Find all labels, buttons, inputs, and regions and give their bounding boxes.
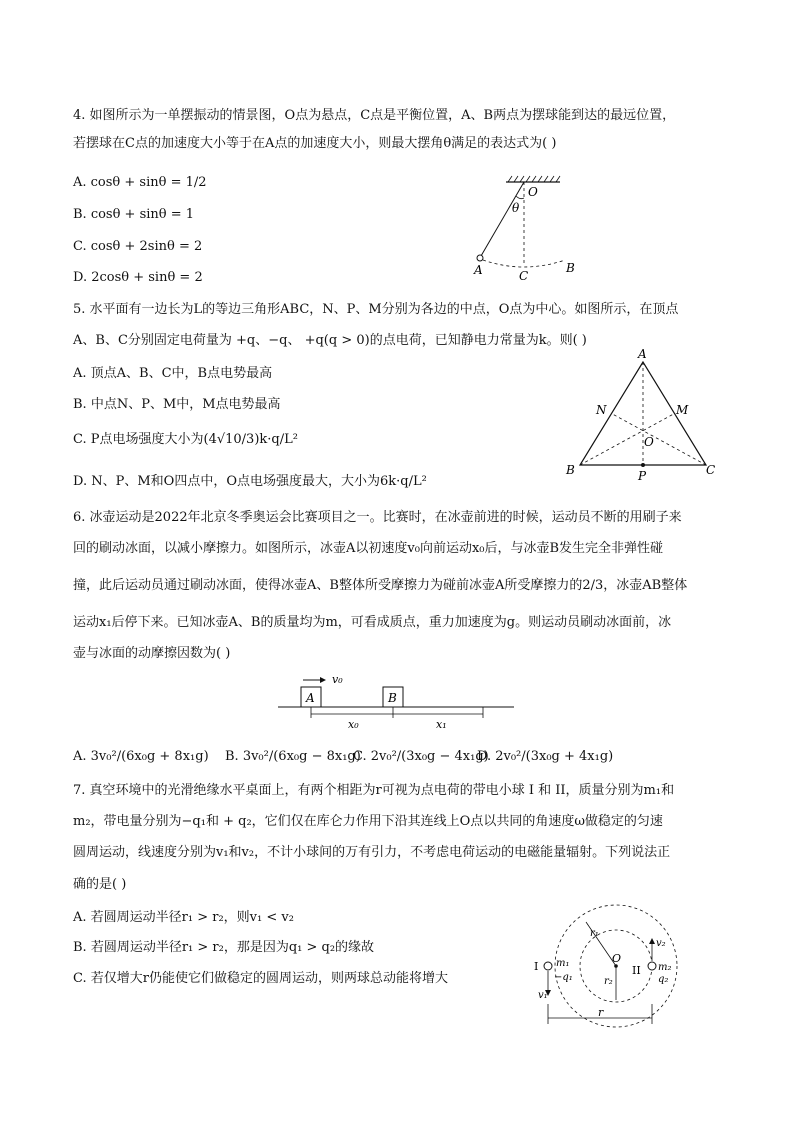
q4-stem-line2: 若摆球在C点的加速度大小等于在A点的加速度大小，则最大摆角θ满足的表达式为( ) bbox=[73, 136, 557, 151]
q7-option-b: B. 若圆周运动半径r₁ > r₂，那是因为q₁ > q₂的缘故 bbox=[73, 940, 375, 955]
triangle-label-c: C bbox=[706, 463, 716, 477]
q5-option-c: C. P点电场强度大小为(4√10/3)k·q/L² bbox=[73, 432, 298, 447]
orbit-figure bbox=[526, 900, 706, 1032]
q7-stem-line2: m₂，带电量分别为−q₁和 + q₂，它们仅在库仑力作用下沿其连线上O点以共同的角速度ω做稳定的匀速 bbox=[73, 814, 663, 829]
q6-option-b: B. 3v₀²/(6x₀g − 8x₁g) bbox=[225, 749, 361, 764]
q6-option-d: D. 2v₀²/(3x₀g + 4x₁g) bbox=[477, 749, 614, 764]
q6-stem-line5: 壶与冰面的动摩擦因数为( ) bbox=[73, 646, 231, 661]
q7-stem-line1: 7. 真空环境中的光滑绝缘水平桌面上，有两个相距为r可视为点电荷的带电小球 I 和 II，质量分别为m₁和 bbox=[73, 783, 675, 798]
q7-stem-line4: 确的是( ) bbox=[73, 877, 127, 892]
orbit-label-v2: v₂ bbox=[656, 938, 666, 949]
curling-label-b: B bbox=[388, 691, 397, 705]
q6-stem-line3: 撞，此后运动员通过刷动冰面，使得冰壶A、B整体所受摩擦力为碰前冰壶A所受摩擦力的2/3，冰壶AB整体 bbox=[73, 578, 688, 593]
curling-label-a: A bbox=[306, 691, 315, 705]
q5-option-b: B. 中点N、P、M中，M点电势最高 bbox=[73, 397, 281, 412]
q4-option-c: C. cosθ + 2sinθ = 2 bbox=[73, 239, 203, 254]
curling-label-v0: v₀ bbox=[332, 673, 343, 686]
orbit-label-v1: v₁ bbox=[538, 990, 548, 1001]
q6-stem-line1: 6. 冰壶运动是2022年北京冬季奥运会比赛项目之一。比赛时，在冰壶前进的时候，运动员不断的用刷子来 bbox=[73, 510, 682, 525]
q6-stem-line2: 回的刷动冰面，以减小摩擦力。如图所示，冰壶A以初速度v₀向前运动x₀后，与冰壶B发生完全非弹性碰 bbox=[73, 541, 664, 556]
pendulum-label-c: C bbox=[519, 269, 529, 282]
curling-label-x1: x₁ bbox=[436, 718, 447, 730]
curling-figure bbox=[270, 670, 520, 730]
pendulum-label-o: O bbox=[528, 185, 538, 199]
q4-stem-line1: 4. 如图所示为一单摆振动的情景图，O点为悬点，C点是平衡位置，A、B两点为摆球能到达的最远位置， bbox=[73, 108, 676, 123]
triangle-label-n: N bbox=[596, 403, 607, 417]
q6-options-row bbox=[73, 742, 633, 772]
q5-option-a: A. 顶点A、B、C中，B点电势最高 bbox=[73, 366, 273, 381]
q7-option-c: C. 若仅增大r仍能使它们做稳定的圆周运动，则两球总动能将增大 bbox=[73, 971, 448, 986]
triangle-label-b: B bbox=[566, 463, 575, 477]
orbit-label-q1: −q₁ bbox=[554, 972, 573, 983]
orbit-label-o: O bbox=[612, 952, 622, 965]
orbit-label-ii: II bbox=[632, 964, 641, 977]
triangle-label-a: A bbox=[638, 347, 647, 361]
pendulum-label-b: B bbox=[566, 261, 575, 275]
q6-option-c: C. 2v₀²/(3x₀g − 4x₁g) bbox=[353, 749, 489, 764]
q7-option-a: A. 若圆周运动半径r₁ > r₂，则v₁ < v₂ bbox=[73, 910, 294, 925]
orbit-label-r1: r₁ bbox=[590, 928, 599, 939]
pendulum-label-theta: θ bbox=[512, 201, 520, 215]
q5-option-d: D. N、P、M和O四点中，O点电场强度最大，大小为6k·q/L² bbox=[73, 474, 427, 489]
orbit-label-q2: q₂ bbox=[658, 974, 669, 985]
triangle-label-p: P bbox=[638, 469, 647, 483]
q7-stem-line3: 圆周运动，线速度分别为v₁和v₂，不计小球间的万有引力，不考虑电荷运动的电磁能量辐射。下列说法正 bbox=[73, 845, 671, 860]
q4-option-b: B. cosθ + sinθ = 1 bbox=[73, 207, 195, 222]
triangle-label-o: O bbox=[644, 435, 654, 449]
q6-stem-line4: 运动x₁后停下来。已知冰壶A、B的质量均为m，可看成质点，重力加速度为g。则运动员刷动冰面前，冰 bbox=[73, 615, 672, 630]
triangle-label-m: M bbox=[676, 403, 689, 417]
q4-option-d: D. 2cosθ + sinθ = 2 bbox=[73, 270, 203, 285]
curling-label-x0: x₀ bbox=[348, 718, 359, 730]
q4-option-a: A. cosθ + sinθ = 1/2 bbox=[73, 175, 207, 190]
orbit-label-m2: m₂ bbox=[658, 962, 672, 973]
q5-stem-line1: 5. 水平面有一边长为L的等边三角形ABC，N、P、M分别为各边的中点，O点为中心。如图所示，在顶点 bbox=[73, 302, 679, 317]
orbit-label-r: r bbox=[598, 1006, 604, 1019]
triangle-figure bbox=[560, 344, 725, 484]
orbit-label-r2: r₂ bbox=[604, 976, 613, 987]
pendulum-label-a: A bbox=[474, 263, 483, 277]
q5-stem-line2: A、B、C分别固定电荷量为 +q、−q、 +q(q > 0)的点电荷，已知静电力常量为k。则( ) bbox=[73, 333, 587, 348]
pendulum-figure bbox=[470, 172, 590, 282]
orbit-label-i: I bbox=[534, 960, 539, 973]
q6-option-a: A. 3v₀²/(6x₀g + 8x₁g) bbox=[73, 749, 209, 764]
orbit-label-m1: m₁ bbox=[556, 958, 570, 969]
